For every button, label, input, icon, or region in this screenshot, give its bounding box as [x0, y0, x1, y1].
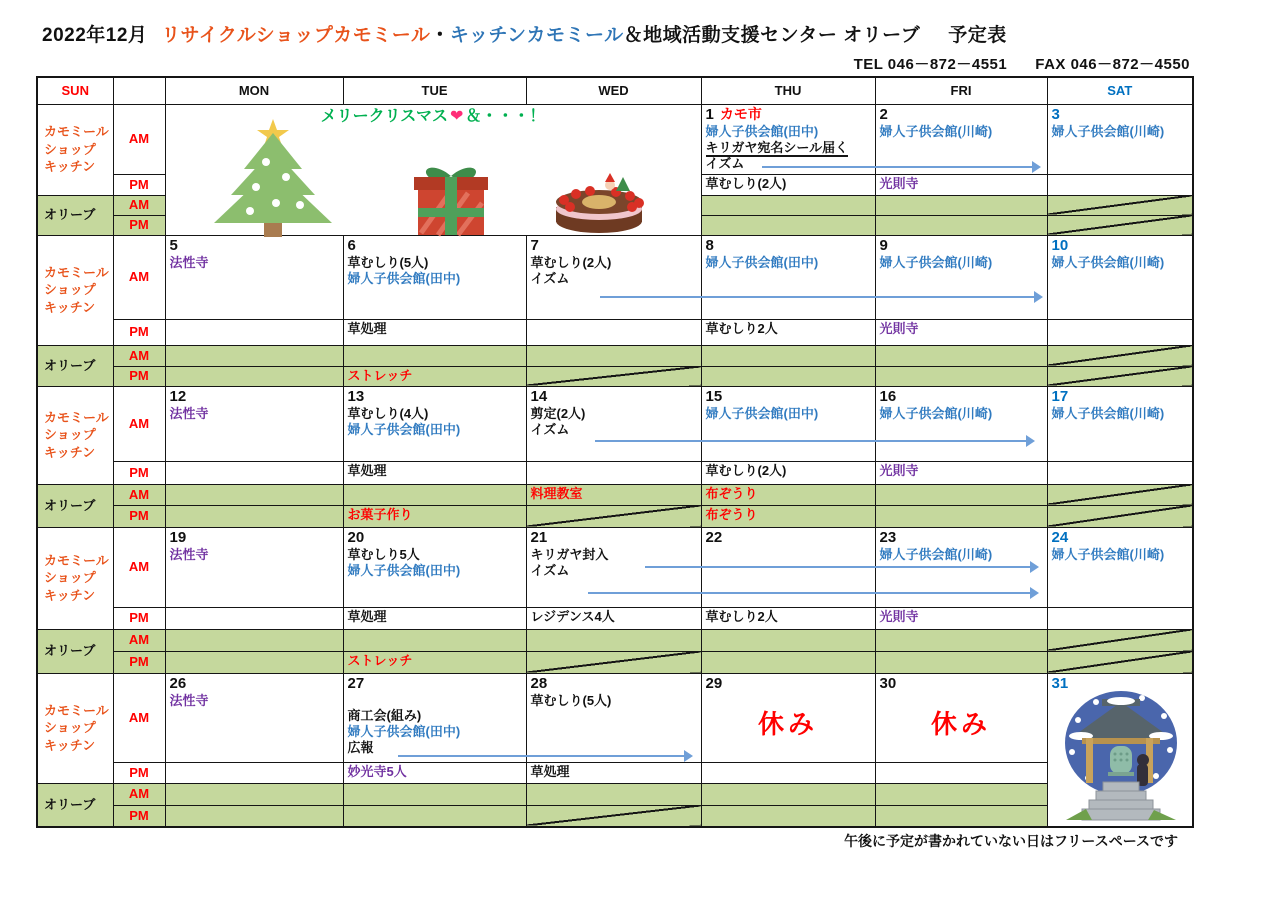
header-tue: TUE	[343, 77, 526, 104]
olive-dec2-am	[875, 195, 1047, 215]
schedule-arrow	[762, 166, 1038, 168]
date-14: 14	[530, 387, 548, 405]
pm-label: PM	[113, 174, 165, 195]
free-space-note: 午後に予定が書かれていない日はフリースペースです	[843, 833, 1178, 849]
date-22: 22	[705, 528, 723, 546]
group-label-olive: オリーブ	[37, 629, 113, 673]
olive-dec2-pm	[875, 215, 1047, 235]
olive-dec20-pm: ストレッチ	[343, 651, 526, 673]
date-5: 5	[169, 236, 178, 254]
pm-label: PM	[113, 762, 165, 783]
olive-dec24-am	[1047, 629, 1193, 651]
olive-dec10-am	[1047, 345, 1193, 366]
olive-dec5-pm	[165, 366, 343, 386]
olive-dec10-pm	[1047, 366, 1193, 386]
olive-dec19-pm	[165, 651, 343, 673]
week5-am-row	[37, 673, 1193, 762]
page-title	[42, 20, 1007, 47]
merry-christmas-text: メリークリスマス ❤ ＆・・・！	[320, 107, 546, 125]
olive-dec8-pm	[701, 366, 875, 386]
cell-dec2-am: 2 婦人子供会館(川崎)	[875, 104, 1047, 174]
cell-dec14-pm	[526, 461, 701, 484]
cell-dec15-pm: 草むしり(2人)	[701, 461, 875, 484]
cell-dec12-pm	[165, 461, 343, 484]
cell-dec9-pm: 光則寺	[875, 319, 1047, 345]
cell-dec7-pm	[526, 319, 701, 345]
olive-dec13-pm: お菓子作り	[343, 505, 526, 527]
olive-pm-label: PM	[113, 366, 165, 386]
week3-pm-row	[37, 461, 1193, 484]
olive-dec30-am	[875, 783, 1047, 805]
date-7: 7	[530, 236, 539, 254]
cell-dec5-am: 5 法性寺	[165, 235, 343, 319]
cell-dec15-am: 15 婦人子供会館(田中)	[701, 386, 875, 461]
header-blank	[113, 77, 165, 104]
date-9: 9	[879, 236, 888, 254]
cell-dec24-pm	[1047, 607, 1193, 629]
olive-dec26-am	[165, 783, 343, 805]
christmas-cake-icon	[544, 169, 654, 237]
header-wed: WED	[526, 77, 701, 104]
cell-dec30-pm	[875, 762, 1047, 783]
pm-label: PM	[113, 607, 165, 629]
cell-dec6-am: 6 草むしり(5人) 婦人子供会館(田中)	[343, 235, 526, 319]
olive-dec26-pm	[165, 805, 343, 827]
date-6: 6	[347, 236, 356, 254]
header-thu: THU	[701, 77, 875, 104]
date-12: 12	[169, 387, 187, 405]
date-29: 29	[705, 674, 723, 692]
date-28: 28	[530, 674, 548, 692]
am-label: AM	[113, 235, 165, 319]
olive-dec14-am: 料理教室	[526, 484, 701, 505]
week5-olive-pm-row	[37, 805, 1193, 827]
temple-bell-snow-icon	[1058, 690, 1184, 824]
olive-dec23-pm	[875, 651, 1047, 673]
cell-dec7-am: 7 草むしり(2人) イズム	[526, 235, 701, 319]
cell-dec30-am	[875, 673, 1047, 762]
olive-dec29-pm	[701, 805, 875, 827]
date-31: 31	[1051, 674, 1069, 692]
gift-box-icon	[406, 163, 496, 237]
schedule-arrow	[588, 592, 1036, 594]
olive-dec17-am	[1047, 484, 1193, 505]
weekday-header-row	[37, 77, 1193, 104]
tel-number: TEL 046－872－4551	[853, 56, 1008, 73]
olive-dec30-pm	[875, 805, 1047, 827]
date-27: 27	[347, 674, 365, 692]
week3-olive-am-row	[37, 484, 1193, 505]
week4-olive-pm-row	[37, 651, 1193, 673]
olive-dec6-am	[343, 345, 526, 366]
olive-dec6-pm: ストレッチ	[343, 366, 526, 386]
cell-dec31	[1047, 673, 1193, 827]
schedule-arrow	[595, 440, 1032, 442]
date-16: 16	[879, 387, 897, 405]
title-center: ＆地域活動支援センター オリーブ	[623, 25, 921, 46]
olive-dec27-am	[343, 783, 526, 805]
cell-dec19-am: 19 法性寺	[165, 527, 343, 607]
olive-dec3-pm	[1047, 215, 1193, 235]
week5-olive-am-row	[37, 783, 1193, 805]
date-15: 15	[705, 387, 723, 405]
olive-dec21-pm	[526, 651, 701, 673]
header-sun: SUN	[37, 77, 113, 104]
week5-pm-row	[37, 762, 1193, 783]
group-label-olive: オリーブ	[37, 484, 113, 527]
olive-dec16-am	[875, 484, 1047, 505]
title-suffix: 予定表	[948, 25, 1007, 46]
olive-am-label: AM	[113, 629, 165, 651]
week2-am-row	[37, 235, 1193, 319]
am-label: AM	[113, 104, 165, 174]
cell-dec16-pm: 光則寺	[875, 461, 1047, 484]
closed-label: 休み	[757, 708, 818, 739]
olive-dec16-pm	[875, 505, 1047, 527]
cell-dec8-am: 8 婦人子供会館(田中)	[701, 235, 875, 319]
cell-dec19-pm	[165, 607, 343, 629]
olive-pm-label: PM	[113, 215, 165, 235]
date-21: 21	[530, 528, 548, 546]
olive-dec17-pm	[1047, 505, 1193, 527]
date-2: 2	[879, 105, 888, 123]
cell-dec17-am: 17 婦人子供会館(川崎)	[1047, 386, 1193, 461]
olive-dec22-pm	[701, 651, 875, 673]
cell-dec27-pm: 妙光寺5人	[343, 762, 526, 783]
cell-dec29-am	[701, 673, 875, 762]
cell-dec29-pm	[701, 762, 875, 783]
olive-dec27-pm	[343, 805, 526, 827]
schedule-arrow	[600, 296, 1040, 298]
cell-dec13-am: 13 草むしり(4人) 婦人子供会館(田中)	[343, 386, 526, 461]
am-label: AM	[113, 386, 165, 461]
olive-dec9-am	[875, 345, 1047, 366]
cell-dec24-am: 24 婦人子供会館(川崎)	[1047, 527, 1193, 607]
week3-am-row	[37, 386, 1193, 461]
cell-dec28-am: 28 草むしり(5人)	[526, 673, 701, 762]
cell-dec3-am: 3 婦人子供会館(川崎)	[1047, 104, 1193, 174]
olive-dec3-am	[1047, 195, 1193, 215]
cell-dec20-pm: 草処理	[343, 607, 526, 629]
am-label: AM	[113, 673, 165, 762]
kamoichi-label: カモ市	[719, 105, 762, 122]
cell-dec1-pm: 草むしり(2人)	[701, 174, 875, 195]
fax-number: FAX 046－872－4550	[1035, 56, 1190, 73]
cell-dec5-pm	[165, 319, 343, 345]
cell-dec26-pm	[165, 762, 343, 783]
olive-pm-label: PM	[113, 805, 165, 827]
olive-dec20-am	[343, 629, 526, 651]
cell-dec23-am: 23 婦人子供会館(川崎)	[875, 527, 1047, 607]
olive-dec15-am: 布ぞうり	[701, 484, 875, 505]
group-label-kamomile: カモミール ショップ キッチン	[37, 104, 113, 195]
date-8: 8	[705, 236, 714, 254]
date-17: 17	[1051, 387, 1069, 405]
title-shop-kitchen: キッチンカモミール	[449, 25, 624, 46]
christmas-banner-cell	[165, 104, 701, 235]
pm-label: PM	[113, 461, 165, 484]
closed-label: 休み	[930, 708, 991, 739]
olive-dec28-am	[526, 783, 701, 805]
group-label-kamomile: カモミール ショップ キッチン	[37, 527, 113, 629]
cell-dec6-pm: 草処理	[343, 319, 526, 345]
olive-dec12-am	[165, 484, 343, 505]
schedule-arrow	[398, 755, 690, 757]
group-label-kamomile: カモミール ショップ キッチン	[37, 386, 113, 484]
olive-pm-label: PM	[113, 505, 165, 527]
header-fri: FRI	[875, 77, 1047, 104]
group-label-kamomile: カモミール ショップ キッチン	[37, 235, 113, 345]
olive-am-label: AM	[113, 195, 165, 215]
olive-dec1-am	[701, 195, 875, 215]
olive-dec13-am	[343, 484, 526, 505]
cell-dec28-pm: 草処理	[526, 762, 701, 783]
group-label-olive: オリーブ	[37, 783, 113, 827]
week4-olive-am-row	[37, 629, 1193, 651]
header-sat: SAT	[1047, 77, 1193, 104]
olive-am-label: AM	[113, 783, 165, 805]
cell-dec17-pm	[1047, 461, 1193, 484]
olive-am-label: AM	[113, 484, 165, 505]
title-shop-recycle: リサイクルショップカモミール	[161, 25, 431, 46]
cell-dec10-am: 10 婦人子供会館(川崎)	[1047, 235, 1193, 319]
date-13: 13	[347, 387, 365, 405]
olive-am-label: AM	[113, 345, 165, 366]
cell-dec20-am: 20 草むしり5人 婦人子供会館(田中)	[343, 527, 526, 607]
week2-pm-row	[37, 319, 1193, 345]
olive-dec28-pm	[526, 805, 701, 827]
christmas-tree-icon	[206, 117, 341, 237]
olive-dec8-am	[701, 345, 875, 366]
group-label-kamomile: カモミール ショップ キッチン	[37, 673, 113, 783]
group-label-olive: オリーブ	[37, 195, 113, 235]
cell-dec21-am: 21 キリガヤ封入 イズム	[526, 527, 701, 607]
olive-dec15-pm: 布ぞうり	[701, 505, 875, 527]
cell-dec14-am: 14 剪定(2人) イズム	[526, 386, 701, 461]
cell-dec21-pm: レジデンス4人	[526, 607, 701, 629]
olive-dec22-am	[701, 629, 875, 651]
cell-dec23-pm: 光則寺	[875, 607, 1047, 629]
cell-dec12-am: 12 法性寺	[165, 386, 343, 461]
pm-label: PM	[113, 319, 165, 345]
cell-dec13-pm: 草処理	[343, 461, 526, 484]
title-month: 2022年12月	[42, 25, 148, 46]
olive-dec12-pm	[165, 505, 343, 527]
date-20: 20	[347, 528, 365, 546]
cell-dec26-am: 26 法性寺	[165, 673, 343, 762]
cell-dec3-pm	[1047, 174, 1193, 195]
week1-am-row	[37, 104, 1193, 174]
week2-olive-pm-row	[37, 366, 1193, 386]
date-3: 3	[1051, 105, 1060, 123]
olive-dec21-am	[526, 629, 701, 651]
date-24: 24	[1051, 528, 1069, 546]
am-label: AM	[113, 527, 165, 607]
date-19: 19	[169, 528, 187, 546]
olive-dec14-pm	[526, 505, 701, 527]
week3-olive-pm-row	[37, 505, 1193, 527]
olive-dec19-am	[165, 629, 343, 651]
olive-dec5-am	[165, 345, 343, 366]
olive-pm-label: PM	[113, 651, 165, 673]
contact-line	[854, 53, 1190, 74]
olive-dec9-pm	[875, 366, 1047, 386]
week2-olive-am-row	[37, 345, 1193, 366]
heart-icon: ❤	[449, 107, 464, 125]
olive-dec1-pm	[701, 215, 875, 235]
olive-dec7-pm	[526, 366, 701, 386]
date-30: 30	[879, 674, 897, 692]
olive-dec7-am	[526, 345, 701, 366]
cell-dec27-am: 27 商工会(組み) 婦人子供会館(田中) 広報	[343, 673, 526, 762]
cell-dec22-pm: 草むしり2人	[701, 607, 875, 629]
cell-dec10-pm	[1047, 319, 1193, 345]
olive-dec29-am	[701, 783, 875, 805]
olive-dec24-pm	[1047, 651, 1193, 673]
schedule-table	[36, 76, 1194, 828]
week4-pm-row	[37, 607, 1193, 629]
date-26: 26	[169, 674, 187, 692]
cell-dec8-pm: 草むしり2人	[701, 319, 875, 345]
cell-dec16-am: 16 婦人子供会館(川崎)	[875, 386, 1047, 461]
olive-dec23-am	[875, 629, 1047, 651]
header-mon: MON	[165, 77, 343, 104]
cell-dec1-am: 1 カモ市 婦人子供会館(田中) キリガヤ宛名シール届く イズム	[701, 104, 875, 174]
cell-dec2-pm: 光則寺	[875, 174, 1047, 195]
cell-dec9-am: 9 婦人子供会館(川崎)	[875, 235, 1047, 319]
date-10: 10	[1051, 236, 1069, 254]
date-1: 1	[705, 105, 714, 123]
title-sep: ・	[430, 25, 450, 46]
schedule-arrow	[645, 566, 1036, 568]
date-23: 23	[879, 528, 897, 546]
group-label-olive: オリーブ	[37, 345, 113, 386]
